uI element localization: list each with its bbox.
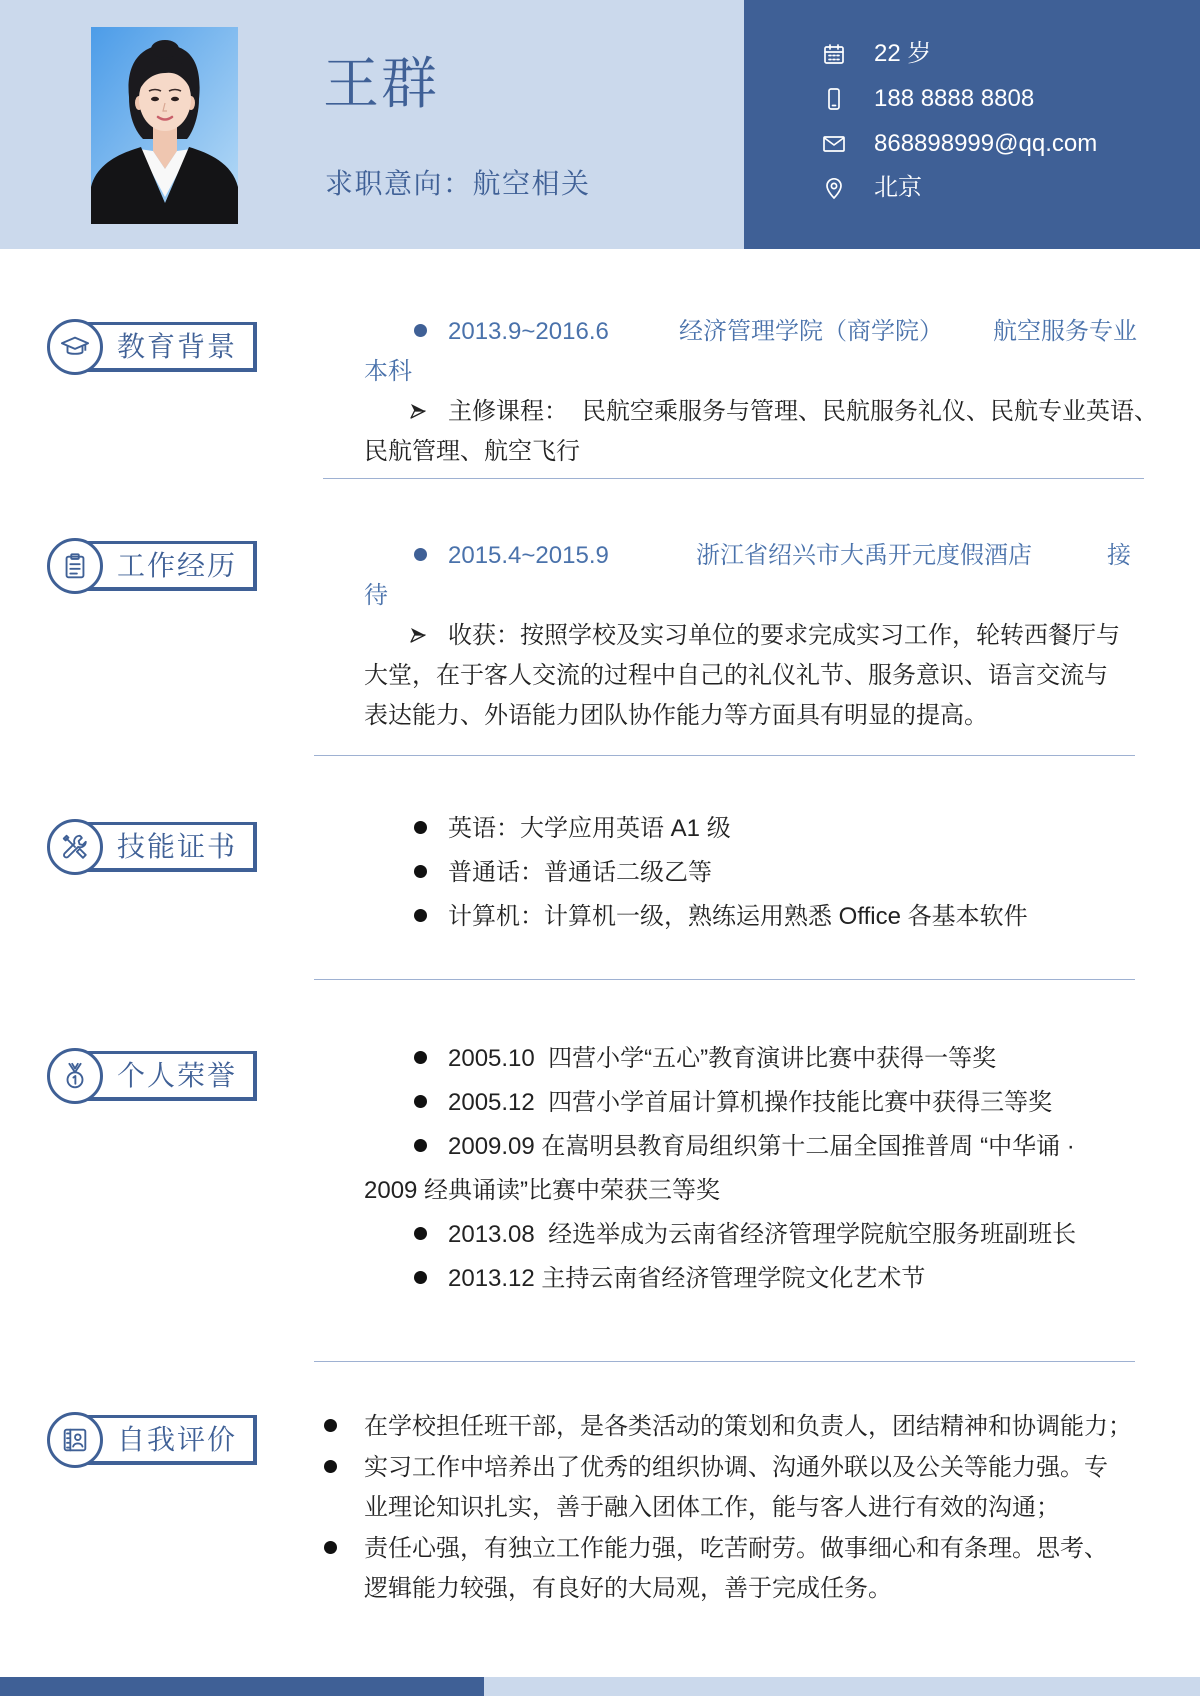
work-period: 2015.4~2015.9 bbox=[448, 542, 609, 569]
skill-text: 计算机：计算机一级，熟练运用熟悉 Office 各基本软件 bbox=[448, 903, 1028, 930]
location-icon bbox=[822, 176, 846, 200]
section-label-honors bbox=[47, 1048, 257, 1104]
clipboard-icon bbox=[47, 538, 103, 594]
arrow-bullet-icon bbox=[409, 402, 427, 420]
education-school: 经济管理学院（商学院） bbox=[679, 318, 943, 345]
graduation-cap-icon bbox=[47, 319, 103, 375]
work-summary-line bbox=[364, 616, 1145, 656]
education-courses-label: 主修课程： bbox=[448, 398, 568, 425]
honors-list bbox=[364, 1037, 1174, 1301]
job-objective: 求职意向：航空相关 bbox=[325, 168, 591, 199]
education-degree: 本科 bbox=[364, 358, 412, 385]
footer-bar-light bbox=[484, 1677, 1200, 1696]
contact-location-text: 北京 bbox=[874, 174, 922, 201]
bullet-dot bbox=[414, 1227, 427, 1240]
list-item bbox=[364, 1037, 1174, 1081]
skills-list bbox=[364, 807, 1164, 939]
bullet-dot bbox=[414, 1139, 427, 1152]
medal-icon bbox=[47, 1048, 103, 1104]
work-summary-text: 收获：按照学校及实习单位的要求完成实习工作，轮转西餐厅与 bbox=[448, 622, 1120, 649]
education-content bbox=[364, 312, 1158, 472]
candidate-name: 王群 bbox=[323, 52, 439, 115]
section-divider bbox=[323, 478, 1144, 479]
contact-email-text: 868898999@qq.com bbox=[874, 130, 1098, 157]
work-position: 接待 bbox=[364, 542, 1131, 609]
education-major: 航空服务专业 bbox=[993, 318, 1137, 345]
skill-text: 英语：大学应用英语 A1 级 bbox=[448, 815, 731, 842]
section-label-work bbox=[47, 538, 257, 594]
tools-icon bbox=[47, 819, 103, 875]
honor-text: 2009.09 在嵩明县教育局组织第十二届全国推普周 “中华诵 · bbox=[448, 1133, 1075, 1160]
section-title-honors: 个人荣誉 bbox=[117, 1060, 238, 1091]
profile-photo bbox=[91, 27, 238, 224]
bullet-dot bbox=[414, 1095, 427, 1108]
list-item bbox=[314, 1529, 1174, 1570]
list-item bbox=[364, 1081, 1174, 1125]
phone-icon bbox=[822, 87, 846, 111]
contact-age bbox=[822, 34, 1182, 74]
section-title-work: 工作经历 bbox=[117, 550, 238, 581]
work-content bbox=[364, 536, 1145, 736]
list-item bbox=[364, 851, 1164, 895]
education-period: 2013.9~2016.6 bbox=[448, 318, 609, 345]
bullet-dot bbox=[414, 865, 427, 878]
section-divider bbox=[314, 979, 1135, 980]
bullet-dot bbox=[414, 324, 427, 337]
mail-icon bbox=[822, 132, 846, 156]
honor-text-continued: 2009 经典诵读”比赛中荣获三等奖 bbox=[364, 1177, 721, 1204]
skill-text: 普通话：普通话二级乙等 bbox=[448, 859, 712, 886]
honor-text: 2005.12 四营小学首届计算机操作技能比赛中获得三等奖 bbox=[448, 1089, 1053, 1116]
contact-phone-text: 188 8888 8808 bbox=[874, 85, 1035, 112]
bullet-dot bbox=[414, 821, 427, 834]
list-item bbox=[364, 1213, 1174, 1257]
self-evaluation-list bbox=[314, 1407, 1174, 1610]
contact-email bbox=[822, 124, 1182, 164]
education-courses-text: 民航空乘服务与管理、民航服务礼仪、民航专业英语、 bbox=[582, 398, 1158, 425]
section-title-education: 教育背景 bbox=[117, 331, 238, 362]
contact-age-text: 22 岁 bbox=[874, 40, 932, 67]
bullet-dot bbox=[324, 1460, 337, 1473]
section-divider bbox=[314, 1361, 1135, 1362]
list-item bbox=[364, 1257, 1174, 1301]
list-item bbox=[314, 1448, 1174, 1489]
section-divider bbox=[314, 755, 1135, 756]
bullet-dot bbox=[414, 1051, 427, 1064]
work-summary-text-continued: 表达能力、外语能力团队协作能力等方面具有明显的提高。 bbox=[364, 702, 988, 729]
evaluation-text: 实习工作中培养出了优秀的组织协调、沟通外联以及公关等能力强。专 bbox=[364, 1453, 1108, 1481]
education-courses-text-continued: 民航管理、航空飞行 bbox=[364, 438, 580, 465]
contact-location bbox=[822, 168, 1182, 208]
list-item bbox=[314, 1407, 1174, 1448]
bullet-dot bbox=[414, 909, 427, 922]
bullet-dot bbox=[324, 1419, 337, 1432]
honor-text: 2013.08 经选举成为云南省经济管理学院航空服务班副班长 bbox=[448, 1221, 1077, 1248]
evaluation-text-continued: 业理论知识扎实，善于融入团体工作，能与客人进行有效的沟通； bbox=[364, 1494, 1060, 1521]
list-item bbox=[364, 1125, 1174, 1169]
education-courses-line bbox=[364, 392, 1158, 432]
bullet-dot bbox=[414, 548, 427, 561]
section-title-skills: 技能证书 bbox=[117, 831, 238, 862]
evaluation-text-continued: 逻辑能力较强，有良好的大局观，善于完成任务。 bbox=[364, 1575, 892, 1602]
honor-text: 2013.12 主持云南省经济管理学院文化艺术节 bbox=[448, 1265, 926, 1292]
arrow-bullet-icon bbox=[409, 626, 427, 644]
section-title-self-evaluation: 自我评价 bbox=[117, 1424, 238, 1455]
bullet-dot bbox=[324, 1541, 337, 1554]
work-summary-text-continued: 大堂，在于客人交流的过程中自己的礼仪礼节、服务意识、语言交流与 bbox=[364, 662, 1108, 689]
work-heading-line bbox=[364, 536, 1145, 616]
contact-phone bbox=[822, 79, 1182, 119]
evaluation-text: 在学校担任班干部，是各类活动的策划和负责人，团结精神和协调能力； bbox=[364, 1413, 1132, 1440]
list-item bbox=[364, 895, 1164, 939]
evaluation-text: 责任心强，有独立工作能力强，吃苦耐劳。做事细心和有条理。思考、 bbox=[364, 1534, 1108, 1562]
profile-card-icon bbox=[47, 1412, 103, 1468]
list-item bbox=[364, 807, 1164, 851]
bullet-dot bbox=[414, 1271, 427, 1284]
section-label-skills bbox=[47, 819, 257, 875]
work-company: 浙江省绍兴市大禹开元度假酒店 bbox=[696, 542, 1032, 569]
section-label-education bbox=[47, 319, 257, 375]
honor-text: 2005.10 四营小学“五心”教育演讲比赛中获得一等奖 bbox=[448, 1045, 997, 1072]
footer-bar-dark bbox=[0, 1677, 484, 1696]
calendar-icon bbox=[822, 42, 846, 66]
section-label-self-evaluation bbox=[47, 1412, 257, 1468]
